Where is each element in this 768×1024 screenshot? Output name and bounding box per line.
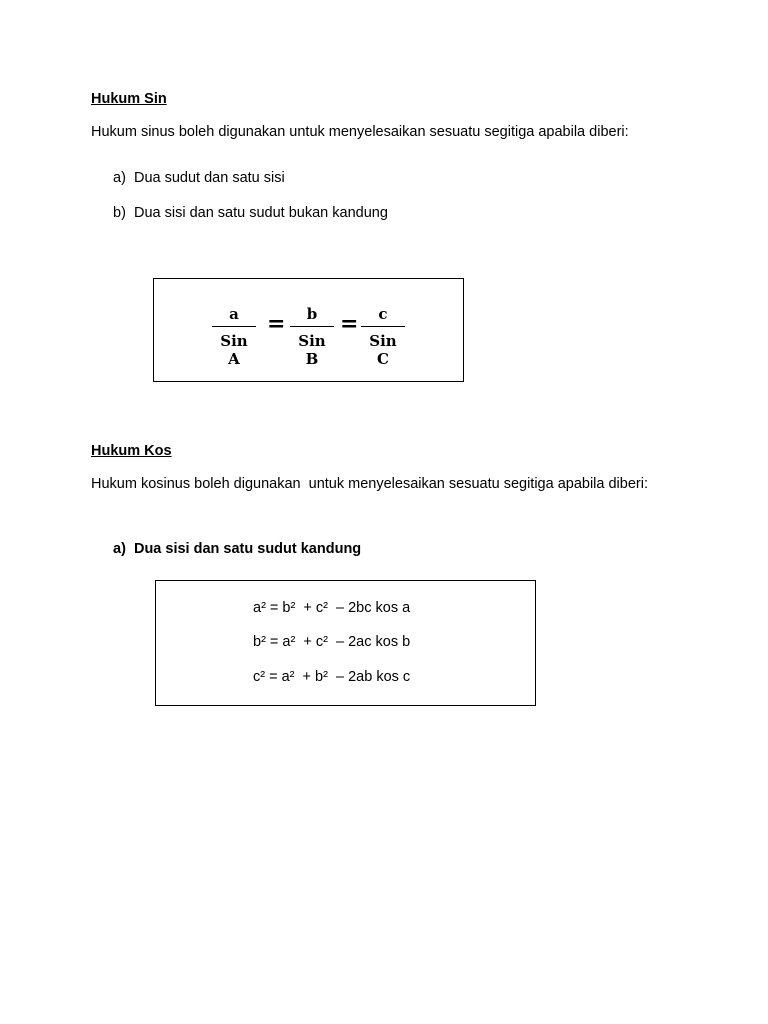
equals-sign: =	[267, 311, 286, 337]
list-text: Dua sudut dan satu sisi	[133, 170, 285, 186]
numerator: c	[361, 305, 405, 327]
sin-list-item-b	[113, 205, 388, 221]
sin-formula-box	[153, 278, 464, 382]
kos-formula-box	[155, 580, 536, 706]
list-marker: a)	[113, 170, 126, 186]
kos-intro: Hukum kosinus boleh digunakan untuk menyelesaikan sesuatu segitiga apabila diberi:	[91, 476, 648, 492]
cos-formula-c: c² = a² + b² – 2ab kos c	[253, 669, 411, 685]
denominator: Sin A	[220, 332, 248, 368]
numerator: a	[212, 305, 256, 327]
list-text: Dua sisi dan satu sudut kandung	[133, 541, 362, 557]
list-marker: b)	[113, 205, 126, 221]
kos-heading: Hukum Kos	[91, 443, 172, 459]
list-marker: a)	[113, 541, 126, 557]
equals-sign: =	[340, 311, 359, 337]
fraction-a-over-sin-a	[212, 305, 256, 368]
numerator: b	[290, 305, 334, 327]
fraction-b-over-sin-b	[290, 305, 334, 368]
fraction-c-over-sin-c	[361, 305, 405, 368]
kos-list-item-a	[113, 541, 361, 557]
cos-formula-a: a² = b² + c² – 2bc kos a	[253, 600, 411, 616]
sin-list-item-a	[113, 170, 285, 186]
list-text: Dua sisi dan satu sudut bukan kandung	[133, 205, 388, 221]
denominator: Sin B	[298, 332, 326, 368]
cos-formula-b: b² = a² + c² – 2ac kos b	[253, 634, 411, 650]
sin-heading: Hukum Sin	[91, 91, 167, 107]
denominator: Sin C	[369, 332, 397, 368]
sin-intro: Hukum sinus boleh digunakan untuk menyelesaikan sesuatu segitiga apabila diberi:	[91, 124, 629, 140]
